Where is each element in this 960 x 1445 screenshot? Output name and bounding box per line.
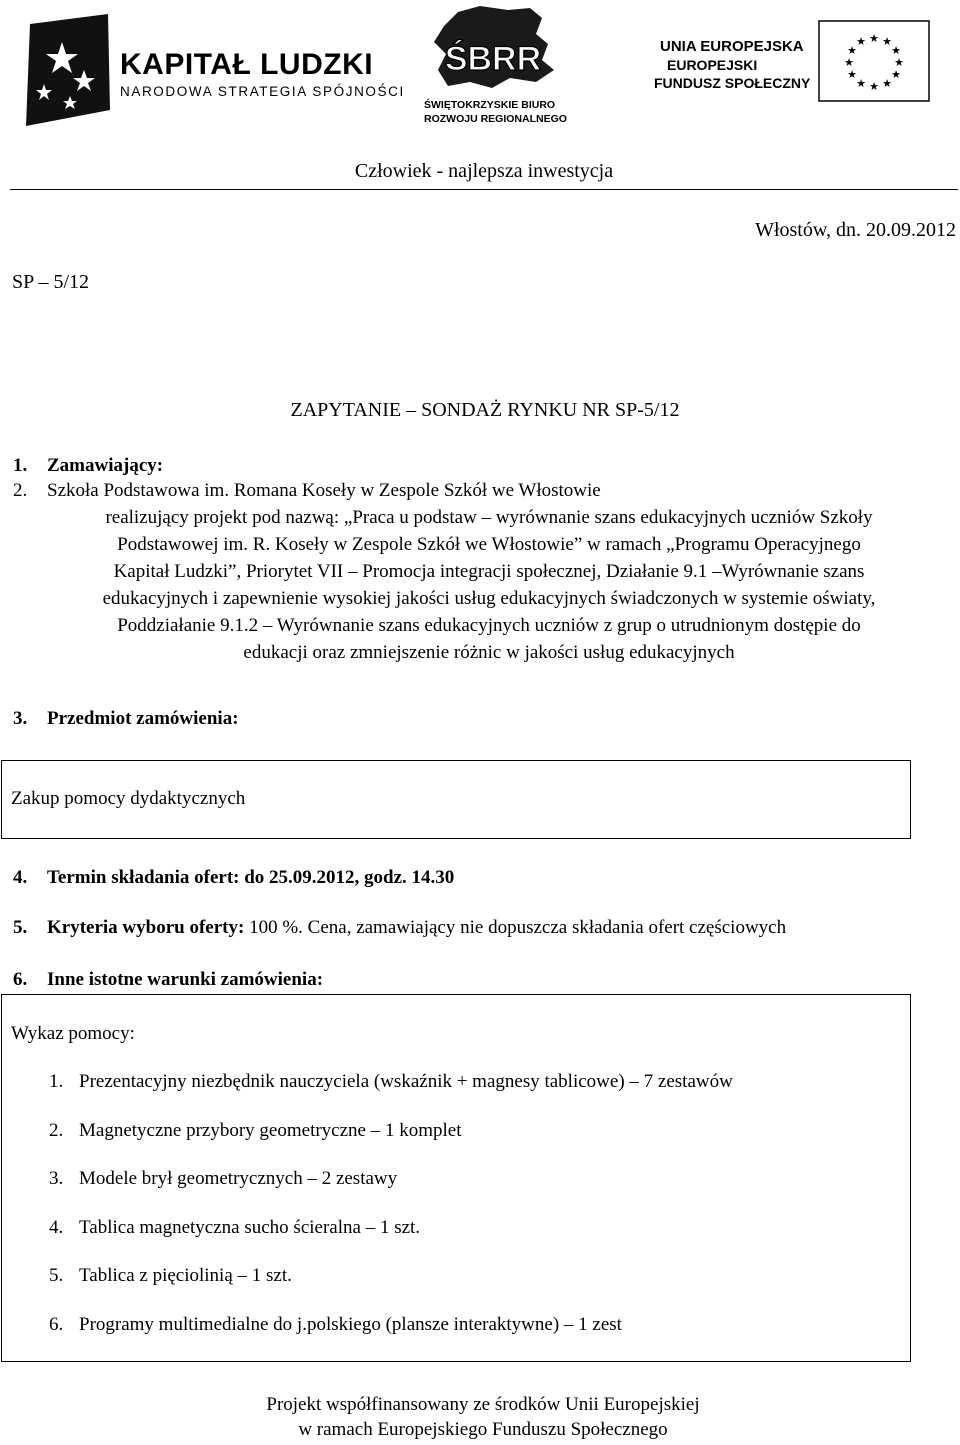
document-reference: SP – 5/12	[12, 271, 90, 293]
document-title: ZAPYTANIE – SONDAŻ RYNKU NR SP-5/12	[290, 399, 680, 421]
svg-text:★: ★	[847, 44, 857, 57]
project-description	[0, 504, 960, 666]
section-label: Zamawiający:	[47, 455, 164, 476]
list-item	[49, 1071, 733, 1093]
item-text: Tablica magnetyczna sucho ścieralna – 1 szt.	[79, 1217, 421, 1238]
svg-text:★: ★	[856, 35, 866, 48]
list-title: Wykaz pomocy:	[11, 1023, 135, 1044]
sbrr-name-line2: ROZWOJU REGIONALNEGO	[424, 113, 567, 125]
section-number: 2.	[13, 480, 28, 501]
aids-list-box	[1, 994, 911, 1362]
section-label: Przedmiot zamówienia:	[47, 708, 239, 729]
section-number: 6.	[13, 969, 28, 990]
document-date: Włostów, dn. 20.09.2012	[755, 219, 956, 241]
list-item	[49, 1217, 420, 1239]
kapital-ludzki-logo-mark	[26, 14, 110, 126]
sbrr-name: ŚBRR	[444, 40, 542, 78]
sbrr-logo	[418, 4, 568, 96]
eu-label-line3: FUNDUSZ SPOŁECZNY	[654, 75, 811, 91]
section-6-heading	[13, 969, 323, 991]
eu-label-line2: EUROPEJSKI	[667, 57, 758, 73]
kapital-ludzki-subtitle: NARODOWA STRATEGIA SPÓJNOŚCI	[120, 84, 405, 99]
section-1-heading	[13, 455, 163, 477]
item-number: 1.	[49, 1071, 64, 1092]
list-item	[49, 1265, 292, 1287]
svg-text:★: ★	[894, 56, 904, 69]
project-line: Kapitał Ludzki”, Priorytet VII – Promocja integracji społecznej, Działanie 9.1 –Wyrównanie szans	[113, 561, 865, 582]
section-4-heading	[13, 867, 454, 889]
list-item	[49, 1120, 462, 1142]
section-number: 4.	[13, 867, 28, 888]
section-number: 1.	[13, 455, 28, 476]
ordering-party-name: Szkoła Podstawowa im. Romana Koseły w Zespole Szkół we Włostowie	[47, 480, 601, 501]
item-text: Prezentacyjny niezbędnik nauczyciela (wskaźnik + magnesy tablicowe) – 7 zestawów	[79, 1071, 733, 1092]
header-divider	[10, 189, 958, 190]
subject-box	[1, 760, 911, 839]
section-5-line	[13, 917, 786, 939]
svg-text:★: ★	[847, 68, 857, 81]
project-line: Poddziałanie 9.1.2 – Wyrównanie szans edukacyjnych uczniów z grup o utrudnionym dostępie do	[117, 615, 861, 636]
project-line: edukacji oraz zmniejszenie różnic w jakości usług edukacyjnych	[243, 642, 735, 663]
svg-text:★: ★	[882, 35, 892, 48]
header-motto: Człowiek - najlepsza inwestycja	[354, 160, 614, 182]
svg-text:★: ★	[882, 77, 892, 90]
footer-line-1: Projekt współfinansowany ze środków Unii Europejskiej	[266, 1394, 700, 1415]
svg-text:★: ★	[869, 80, 879, 93]
section-number: 3.	[13, 708, 28, 729]
project-line: realizujący projekt pod nazwą: „Praca u podstaw – wyrównanie szans edukacyjnych uczniów Szkoły	[105, 507, 873, 528]
item-number: 2.	[49, 1120, 64, 1141]
item-number: 3.	[49, 1168, 64, 1189]
list-item	[49, 1168, 397, 1190]
section-2-line	[13, 480, 601, 502]
section-label: Kryteria wyboru oferty:	[47, 917, 245, 938]
kapital-ludzki-title: KAPITAŁ LUDZKI	[120, 48, 374, 81]
eu-flag-icon	[818, 20, 930, 102]
criteria-text: 100 %. Cena, zamawiający nie dopuszcza składania ofert częściowych	[244, 917, 787, 938]
svg-text:★: ★	[844, 56, 854, 69]
svg-text:★: ★	[891, 68, 901, 81]
project-line: edukacyjnych i zapewnienie wysokiej jakości usług edukacyjnych świadczonych w systemie oświaty,	[102, 588, 876, 609]
item-text: Tablica z pięciolinią – 1 szt.	[79, 1265, 292, 1286]
list-item	[49, 1314, 622, 1336]
subject-text: Zakup pomocy dydaktycznych	[11, 788, 246, 809]
svg-text:★: ★	[856, 77, 866, 90]
project-line: Podstawowej im. R. Koseły w Zespole Szkół we Włostowie” w ramach „Programu Operacyjnego	[117, 534, 861, 555]
svg-text:★: ★	[891, 44, 901, 57]
item-text: Modele brył geometrycznych – 2 zestawy	[79, 1168, 398, 1189]
item-text: Magnetyczne przybory geometryczne – 1 komplet	[79, 1120, 462, 1141]
section-label: Inne istotne warunki zamówienia:	[47, 969, 324, 990]
svg-text:★: ★	[869, 32, 879, 45]
item-number: 4.	[49, 1217, 64, 1238]
section-number: 5.	[13, 917, 28, 938]
footer-line-2: w ramach Europejskiego Funduszu Społecznego	[298, 1419, 668, 1440]
item-number: 5.	[49, 1265, 64, 1286]
item-text: Programy multimedialne do j.polskiego (plansze interaktywne) – 1 zest	[79, 1314, 622, 1335]
section-3-heading	[13, 708, 239, 730]
item-number: 6.	[49, 1314, 64, 1335]
sbrr-name-line1: ŚWIĘTOKRZYSKIE BIURO	[424, 99, 556, 111]
eu-label-line1: UNIA EUROPEJSKA	[660, 38, 804, 55]
section-label: Termin składania ofert: do 25.09.2012, godz. 14.30	[47, 867, 455, 888]
